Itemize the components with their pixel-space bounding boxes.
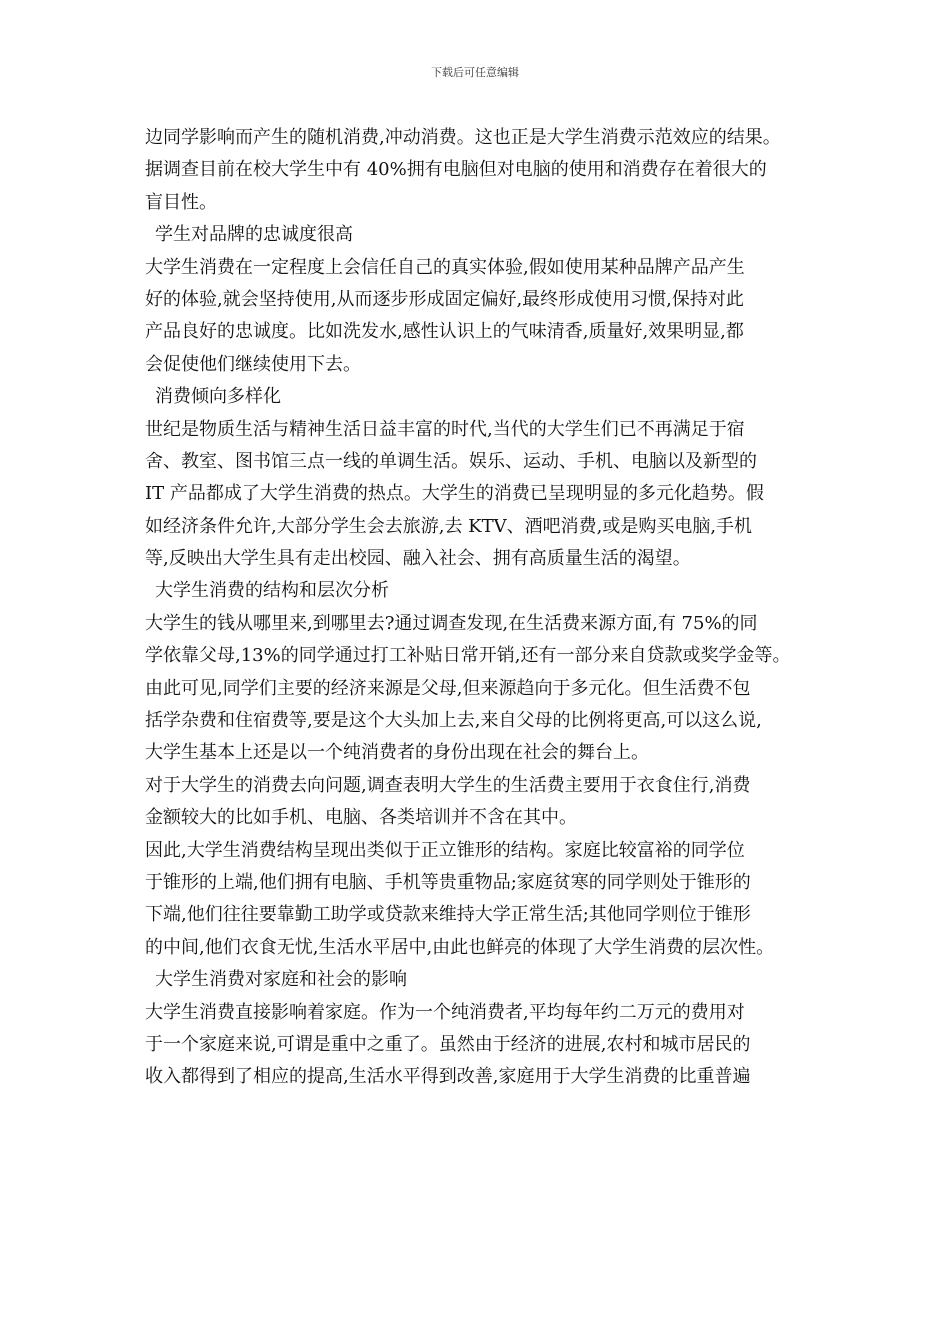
paragraph-line: IT 产品都成了大学生消费的热点。大学生的消费已呈现明显的多元化趋势。假 (145, 483, 764, 505)
section-heading: 消费倾向多样化 (155, 386, 281, 408)
paragraph-line: 边同学影响而产生的随机消费,冲动消费。这也正是大学生消费示范效应的结果。 (145, 127, 781, 148)
paragraph-line: 世纪是物质生活与精神生活日益丰富的时代,当代的大学生们已不再满足于宿 (145, 418, 745, 440)
paragraph-line: 由此可见,同学们主要的经济来源是父母,但来源趋向于多元化。但生活费不包 (145, 677, 751, 699)
paragraph-line: 大学生基本上还是以一个纯消费者的身份出现在社会的舞台上。 (145, 742, 649, 764)
paragraph-line: 括学杂费和住宿费等,要是这个大头加上去,来自父母的比例将更高,可以这么说, (145, 710, 762, 732)
paragraph-line: 盲目性。 (145, 191, 217, 213)
paragraph-line: 大学生消费直接影响着家庭。作为一个纯消费者,平均每年约二万元的费用对 (145, 1001, 745, 1023)
paragraph-line: 于锥形的上端,他们拥有电脑、手机等贵重物品;家庭贫寒的同学则处于锥形的 (145, 871, 751, 893)
paragraph-line: 产品良好的忠诚度。比如洗发水,感性认识上的气味清香,质量好,效果明显,都 (145, 321, 744, 343)
paragraph-line: 收入都得到了相应的提高,生活水平得到改善,家庭用于大学生消费的比重普遍 (145, 1066, 751, 1088)
paragraph-line: 金额较大的比如手机、电脑、各类培训并不含在其中。 (145, 807, 577, 829)
document-body (145, 122, 813, 1094)
paragraph-line: 舍、教室、图书馆三点一线的单调生活。娱乐、运动、手机、电脑以及新型的 (145, 450, 757, 472)
paragraph-line: 如经济条件允许,大部分学生会去旅游,去 KTV、酒吧消费,或是购买电脑,手机 (145, 515, 753, 537)
page-header: 下载后可任意编辑 (431, 66, 519, 79)
paragraph-line: 大学生消费在一定程度上会信任自己的真实体验,假如使用某种品牌产品产生 (145, 256, 745, 278)
section-heading: 学生对品牌的忠诚度很高 (155, 224, 353, 246)
paragraph-line: 的中间,他们衣食无忧,生活水平居中,由此也鲜亮的体现了大学生消费的层次性。 (145, 936, 775, 958)
section-heading: 大学生消费对家庭和社会的影响 (155, 969, 407, 991)
paragraph-line: 对于大学生的消费去向问题,调查表明大学生的生活费主要用于衣食住行,消费 (145, 774, 751, 796)
paragraph-line: 下端,他们往往要靠勤工助学或贷款来维持大学正常生活;其他同学则位于锥形 (145, 904, 751, 926)
paragraph-line: 等,反映出大学生具有走出校园、融入社会、拥有高质量生活的渴望。 (145, 548, 691, 570)
paragraph-line: 据调查目前在校大学生中有 40%拥有电脑但对电脑的使用和消费存在着很大的 (145, 159, 767, 181)
paragraph-line: 好的体验,就会坚持使用,从而逐步形成固定偏好,最终形成使用习惯,保持对此 (145, 288, 744, 310)
paragraph-line: 因此,大学生消费结构呈现出类似于正立锥形的结构。家庭比较富裕的同学位 (145, 839, 745, 861)
paragraph-line: 于一个家庭来说,可谓是重中之重了。虽然由于经济的进展,农村和城市居民的 (145, 1033, 751, 1055)
paragraph-line: 学依靠父母,13%的同学通过打工补贴日常开销,还有一部分来自贷款或奖学金等。 (145, 645, 791, 667)
paragraph-line: 大学生的钱从哪里来,到哪里去?通过调查发现,在生活费来源方面,有 75%的同 (145, 612, 758, 634)
paragraph-line: 会促使他们继续使用下去。 (145, 353, 361, 375)
section-heading: 大学生消费的结构和层次分析 (155, 580, 389, 602)
